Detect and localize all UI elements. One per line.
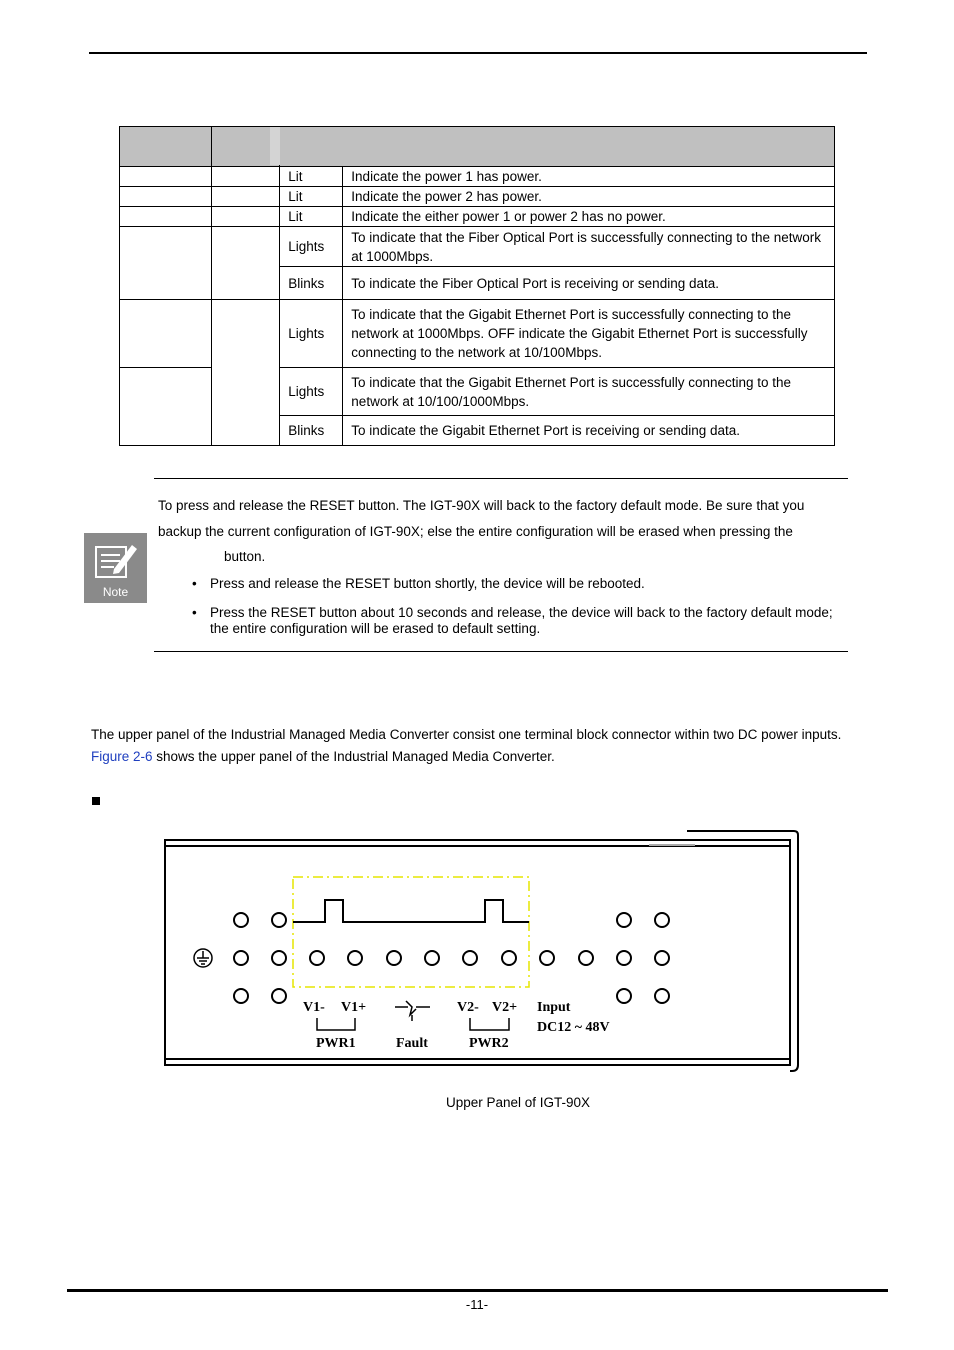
table-row: [120, 300, 835, 368]
list-item: • Press and release the RESET button shortly, the device will be rebooted.: [158, 576, 848, 592]
status-cell: Blinks: [280, 416, 343, 446]
page-number: -11-: [465, 1297, 489, 1312]
table-header-row: [120, 127, 835, 167]
led-table: [119, 126, 835, 446]
status-cell: Lit: [280, 207, 343, 227]
ground-icon: [194, 949, 212, 967]
status-cell: Lights: [280, 300, 343, 368]
v1-minus-label: V1-: [303, 1000, 325, 1015]
list-item: • Press the RESET button about 10 seconds and release, the device will back to the factory default mode; the entire configuration will be erased to default setting.: [158, 605, 848, 637]
v2-plus-label: V2+: [492, 1000, 518, 1015]
header-cell: [280, 127, 835, 167]
fault-label: Fault: [396, 1036, 428, 1051]
notepad-pencil-icon: [84, 533, 147, 585]
status-cell: Blinks: [280, 267, 343, 300]
v1-plus-label: V1+: [341, 1000, 367, 1015]
pwr1-label: PWR1: [316, 1036, 356, 1051]
status-cell: Lights: [280, 368, 343, 416]
square-bullet-icon: [92, 797, 100, 805]
note-list: [158, 576, 848, 637]
paragraph-text: shows the upper panel of the Industrial Managed Media Converter.: [152, 749, 555, 764]
description-cell: To indicate the Fiber Optical Port is receiving or sending data.: [343, 267, 835, 300]
status-cell: Lights: [280, 227, 343, 267]
description-cell: Indicate the power 2 has power.: [343, 187, 835, 207]
note-paragraph: [158, 493, 848, 570]
description-cell: Indicate the either power 1 or power 2 has no power.: [343, 207, 835, 227]
description-cell: To indicate that the Fiber Optical Port is successfully connecting to the network at 1000Mbps.: [343, 227, 835, 267]
footer-rule: [67, 1289, 888, 1292]
status-cell: Lit: [280, 167, 343, 187]
description-cell: To indicate the Gigabit Ethernet Port is receiving or sending data.: [343, 416, 835, 446]
table-row: [120, 227, 835, 267]
table-row: [120, 187, 835, 207]
header-cell: [120, 127, 212, 167]
upper-panel-paragraph: [91, 724, 861, 768]
v2-minus-label: V2-: [457, 1000, 479, 1015]
description-cell: Indicate the power 1 has power.: [343, 167, 835, 187]
fault-relay-icon: [395, 1001, 430, 1021]
note-label: Note: [102, 585, 129, 599]
header-rule: [89, 52, 867, 54]
description-cell: To indicate that the Gigabit Ethernet Port is successfully connecting to the network at 1000Mbps. OFF indicate the Gigabit Ethernet Port is successfully connecting to the network at 10/100Mbps.: [343, 300, 835, 368]
note-bottom-rule: [154, 651, 848, 652]
voltage-label: DC12 ~ 48V: [537, 1020, 610, 1035]
paragraph-text: The upper panel of the Industrial Managed Media Converter consist one terminal block connector within two DC power inputs.: [91, 727, 842, 742]
figure-link[interactable]: Figure 2-6: [91, 749, 153, 764]
table-row: [120, 167, 835, 187]
figure-caption: Upper Panel of IGT-90X: [445, 1095, 591, 1110]
upper-panel-figure: [160, 825, 802, 1077]
input-label: Input: [537, 1000, 571, 1015]
note-paragraph-line2: button.: [224, 549, 266, 564]
pwr2-label: PWR2: [469, 1036, 509, 1051]
table-row: [120, 207, 835, 227]
description-cell: To indicate that the Gigabit Ethernet Port is successfully connecting to the network at 10/100/1000Mbps.: [343, 368, 835, 416]
note-top-rule: [154, 478, 848, 479]
note-icon: [84, 533, 147, 603]
note-paragraph-line1: To press and release the RESET button. The IGT-90X will back to the factory default mode. Be sure that you backup the current configuration of IGT-90X; else the entire configuration will be erased when pressing the: [158, 498, 805, 539]
status-cell: Lit: [280, 187, 343, 207]
header-divider: [270, 127, 280, 165]
